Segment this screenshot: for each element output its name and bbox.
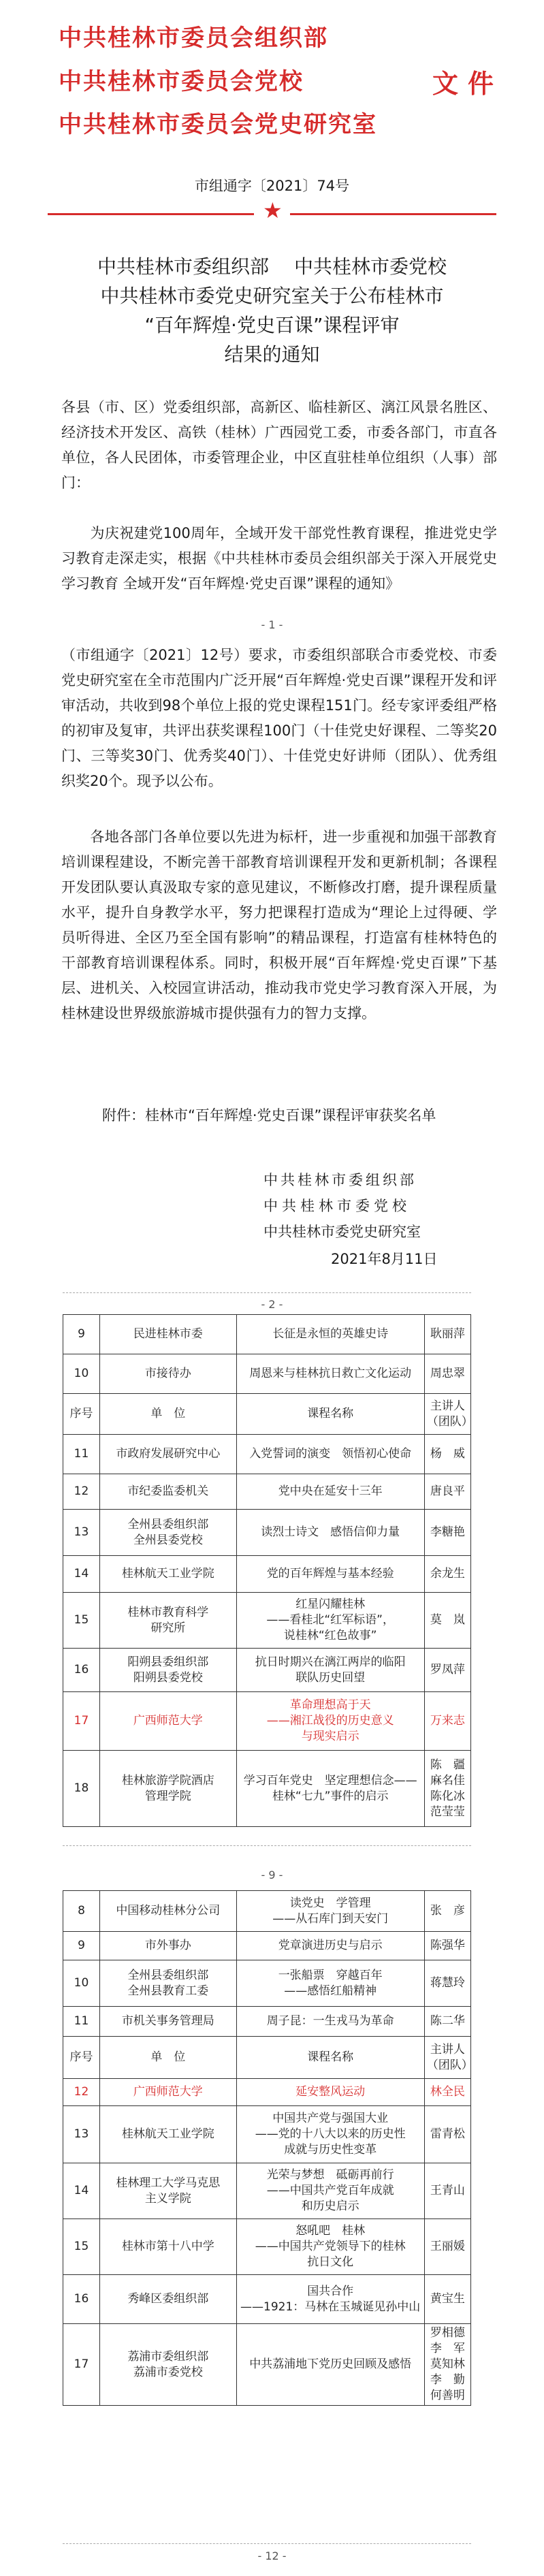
body-paragraph-1-cont: （市组通字〔2021〕12号）要求，市委组织部联合市委党校、市委党史研究室在全市范围内广泛开展“百年辉煌·党史百课”课程开发和评审活动，共收到98个单位上报的党史课程151门。经专家评委组严格的初审及复审，共评出获奖课程100门（十佳党史好课程、二等奖20门、三等奖30门、优秀奖40门）、十佳党史好讲师（团队）、优秀组织奖20个。现予以公布。: [61, 647, 497, 789]
row-unit: 市政府发展研究中心: [99, 1435, 236, 1474]
row-course: 抗日时期兴在漓江两岸的临阳 联队历史回望: [236, 1649, 424, 1692]
row-course: 党的百年辉煌与基本经验: [236, 1556, 424, 1593]
table-row: [63, 1593, 471, 1649]
row-course: 革命理想高于天 ——湘江战役的历史意义 与现实启示: [236, 1692, 424, 1751]
body-paragraph-1: [61, 521, 497, 597]
row-number: 10: [63, 1354, 100, 1394]
table-row: [63, 2324, 471, 2406]
row-number: 15: [63, 1593, 100, 1649]
row-course: 周恩来与桂林抗日救亡文化运动: [236, 1354, 424, 1394]
row-unit: 市机关事务管理局: [99, 2007, 236, 2037]
row-unit: 阳朔县委组织部 阳朔县委党校: [99, 1649, 236, 1692]
row-unit: 市纪委监委机关: [99, 1474, 236, 1510]
row-course: 入党誓词的演变 领悟初心使命: [236, 1435, 424, 1474]
row-course: 党章演进历史与启示: [236, 1932, 424, 1960]
table-row: [63, 1932, 471, 1960]
row-lecturer: 黄宝生: [424, 2275, 470, 2324]
row-unit: 桂林航天工业学院: [99, 1556, 236, 1593]
table-row: [63, 1510, 471, 1556]
row-course: 光荣与梦想 砥砺再前行 ——中国共产党百年成就 和历史启示: [236, 2163, 424, 2219]
letterhead-org-3: 中共桂林市委员会党史研究室: [59, 111, 377, 138]
table-header-row: [63, 2037, 471, 2079]
row-number: 8: [63, 1891, 100, 1932]
row-lecturer: 陈 疆 麻名佳 陈化冰 范莹莹: [424, 1751, 470, 1827]
row-lecturer: 张 彦: [424, 1891, 470, 1932]
addressee: 各县（市、区）党委组织部，高新区、临桂新区、漓江风景名胜区、经济技术开发区、高铁（桂林）广西园党工委，市委各部门，市直各单位，各人民团体，市委管理企业，中区直驻桂单位组织（人事）部门：: [61, 399, 497, 491]
row-lecturer: 莫 岚: [424, 1593, 470, 1649]
table-row: [63, 1649, 471, 1692]
row-number: 11: [63, 1435, 100, 1474]
row-lecturer: 唐良平: [424, 1474, 470, 1510]
row-number: 14: [63, 2163, 100, 2219]
row-unit: 中国移动桂林分公司: [99, 1891, 236, 1932]
letterhead-org-1: 中共桂林市委员会组织部: [59, 25, 328, 52]
document-number: 市组通字〔2021〕74号: [194, 178, 350, 194]
row-course: 延安整风运动: [236, 2079, 424, 2106]
table-row: [63, 1474, 471, 1510]
row-number: 17: [63, 1692, 100, 1751]
page-marker-12: - 12 -: [257, 2549, 287, 2562]
page-separator: [63, 1292, 471, 1293]
row-number: 18: [63, 1751, 100, 1827]
page-separator: [63, 2543, 471, 2544]
row-course: 读烈士诗文 感悟信仰力量: [236, 1510, 424, 1556]
row-lecturer: 周忠翠: [424, 1354, 470, 1394]
header-num: 序号: [63, 2037, 100, 2079]
row-number: 16: [63, 2275, 100, 2324]
row-unit: 广西师范大学: [99, 2079, 236, 2106]
row-lecturer: 王青山: [424, 2163, 470, 2219]
row-number: 11: [63, 2007, 100, 2037]
letterhead-org-2: 中共桂林市委员会党校: [59, 68, 304, 95]
row-number: 14: [63, 1556, 100, 1593]
row-number: 15: [63, 2219, 100, 2275]
row-course: 中共荔浦地下党历史回顾及感悟: [236, 2324, 424, 2406]
header-course: 课程名称: [236, 2037, 424, 2079]
page-marker-9: - 9 -: [261, 1869, 283, 1881]
row-lecturer: 陈二华: [424, 2007, 470, 2037]
award-table-page-9: [63, 1890, 471, 2406]
table-row: [63, 2007, 471, 2037]
table-row: [63, 2106, 471, 2163]
table-header-row: [63, 1394, 471, 1435]
row-course: 学习百年党史 坚定理想信念—— 桂林“七九”事件的启示: [236, 1751, 424, 1827]
table-row: [63, 2219, 471, 2275]
header-lecturer: 主讲人（团队）: [424, 1394, 470, 1435]
row-unit: 桂林市教育科学 研究所: [99, 1593, 236, 1649]
signature-date: 2021年8月11日: [331, 1251, 438, 1267]
row-number: 9: [63, 1315, 100, 1354]
title-line-3: “百年辉煌·党史百课”课程评审: [144, 314, 400, 336]
row-unit: 市外事办: [99, 1932, 236, 1960]
title-line-4: 结果的通知: [224, 343, 320, 366]
body-paragraph-1-text: 为庆祝建党100周年，全域开发干部党性教育课程，推进党史学习教育走深走实，根据《中共桂林市委员会组织部关于深入开展党史学习教育 全域开发“百年辉煌·党史百课”课程的通知》: [61, 525, 497, 592]
row-lecturer: 罗凤萍: [424, 1649, 470, 1692]
row-lecturer: 余龙生: [424, 1556, 470, 1593]
row-unit: 桂林市第十八中学: [99, 2219, 236, 2275]
table-row: [63, 1354, 471, 1394]
row-course: 周子昆：一生戎马为革命: [236, 2007, 424, 2037]
row-course: 长征是永恒的英雄史诗: [236, 1315, 424, 1354]
header-unit: 单 位: [99, 2037, 236, 2079]
row-lecturer: 杨 威: [424, 1435, 470, 1474]
row-unit: 秀峰区委组织部: [99, 2275, 236, 2324]
letterhead-wenjian: 文件: [432, 69, 504, 99]
row-course: 中国共产党与强国大业 ——党的十八大以来的历史性 成就与历史性变革: [236, 2106, 424, 2163]
star-icon: ★: [263, 197, 283, 223]
row-lecturer: 王丽媛: [424, 2219, 470, 2275]
title-line-1: 中共桂林市委组织部 中共桂林市委党校: [97, 255, 447, 278]
row-unit: 桂林理工大学马克思 主义学院: [99, 2163, 236, 2219]
row-course: 一张船票 穿越百年 ——感悟红船精神: [236, 1960, 424, 2007]
row-course: 读党史 学管理 ——从石库门到天安门: [236, 1891, 424, 1932]
attachment-line: 附件：桂林市“百年辉煌·党史百课”课程评审获奖名单: [102, 1107, 436, 1124]
header-course: 课程名称: [236, 1394, 424, 1435]
row-course: 怒吼吧 桂林 ——中国共产党领导下的桂林 抗日文化: [236, 2219, 424, 2275]
table-row: [63, 2079, 471, 2106]
row-lecturer: 陈强华: [424, 1932, 470, 1960]
row-course: 红星闪耀桂林 ——看桂北“红军标语”， 说桂林“红色故事”: [236, 1593, 424, 1649]
signature-org-3: 中共桂林市委党史研究室: [263, 1224, 421, 1240]
page-marker-2: - 2 -: [261, 1298, 283, 1311]
table-row: [63, 1435, 471, 1474]
row-lecturer: 雷青松: [424, 2106, 470, 2163]
header-unit: 单 位: [99, 1394, 236, 1435]
signature-org-1: 中共桂林市委组织部: [263, 1172, 417, 1188]
table-row: [63, 1891, 471, 1932]
header-num: 序号: [63, 1394, 100, 1435]
red-rule-left: [48, 213, 254, 215]
red-rule-right: [290, 213, 496, 215]
row-unit: 全州县委组织部 全州县委党校: [99, 1510, 236, 1556]
row-lecturer: 耿丽萍: [424, 1315, 470, 1354]
table-row: [63, 1960, 471, 2007]
award-table-page-2: [63, 1314, 471, 1827]
page-separator: [63, 1845, 471, 1846]
row-unit: 荔浦市委组织部 荔浦市委党校: [99, 2324, 236, 2406]
row-unit: 市接待办: [99, 1354, 236, 1394]
table-row: [63, 1556, 471, 1593]
row-course: 党中央在延安十三年: [236, 1474, 424, 1510]
body-paragraph-2-text: 各地各部门各单位要以先进为标杆，进一步重视和加强干部教育培训课程建设，不断完善干部教育培训课程开发和更新机制；各课程开发团队要认真汲取专家的意见建议，不断修改打磨，提升课程质量水平，提升自身教学水平，努力把课程打造成为“理论上过得硬、学员听得进、全区乃至全国有影响”的精品课程，打造富有桂林特色的干部教育培训课程体系。同时，积极开展“百年辉煌·党史百课”下基层、进机关、入校园宣讲活动，推动我市党史学习教育深入开展，为桂林建设世界级旅游城市提供强有力的智力支撑。: [61, 829, 497, 1021]
row-unit: 广西师范大学: [99, 1692, 236, 1751]
row-number: 17: [63, 2324, 100, 2406]
body-paragraph-2: [61, 825, 497, 1080]
table-row: [63, 2275, 471, 2324]
signature-org-2: 中共桂林市委党校: [263, 1198, 411, 1214]
row-lecturer: 蒋慧玲: [424, 1960, 470, 2007]
row-number: 12: [63, 2079, 100, 2106]
award-table: [63, 1890, 471, 2406]
title-line-2: 中共桂林市委党史研究室关于公布桂林市: [100, 285, 444, 307]
row-number: 9: [63, 1932, 100, 1960]
row-unit: 桂林航天工业学院: [99, 2106, 236, 2163]
row-number: 13: [63, 1510, 100, 1556]
row-unit: 全州县委组织部 全州县教育工委: [99, 1960, 236, 2007]
table-row: [63, 2163, 471, 2219]
header-lecturer: 主讲人（团队）: [424, 2037, 470, 2079]
row-number: 13: [63, 2106, 100, 2163]
row-lecturer: 李糖艳: [424, 1510, 470, 1556]
table-row: [63, 1315, 471, 1354]
row-lecturer: 万来志: [424, 1692, 470, 1751]
row-course: 国共合作 ——1921：马林在玉城诞见孙中山: [236, 2275, 424, 2324]
row-number: 16: [63, 1649, 100, 1692]
table-row: [63, 1692, 471, 1751]
row-lecturer: 罗相德 李 军 莫知林 李 勤 何善明: [424, 2324, 470, 2406]
row-unit: 桂林旅游学院酒店 管理学院: [99, 1751, 236, 1827]
table-row: [63, 1751, 471, 1827]
page-marker-1: - 1 -: [261, 618, 283, 631]
award-table: [63, 1314, 471, 1827]
row-lecturer: 林全民: [424, 2079, 470, 2106]
row-unit: 民进桂林市委: [99, 1315, 236, 1354]
row-number: 10: [63, 1960, 100, 2007]
row-number: 12: [63, 1474, 100, 1510]
